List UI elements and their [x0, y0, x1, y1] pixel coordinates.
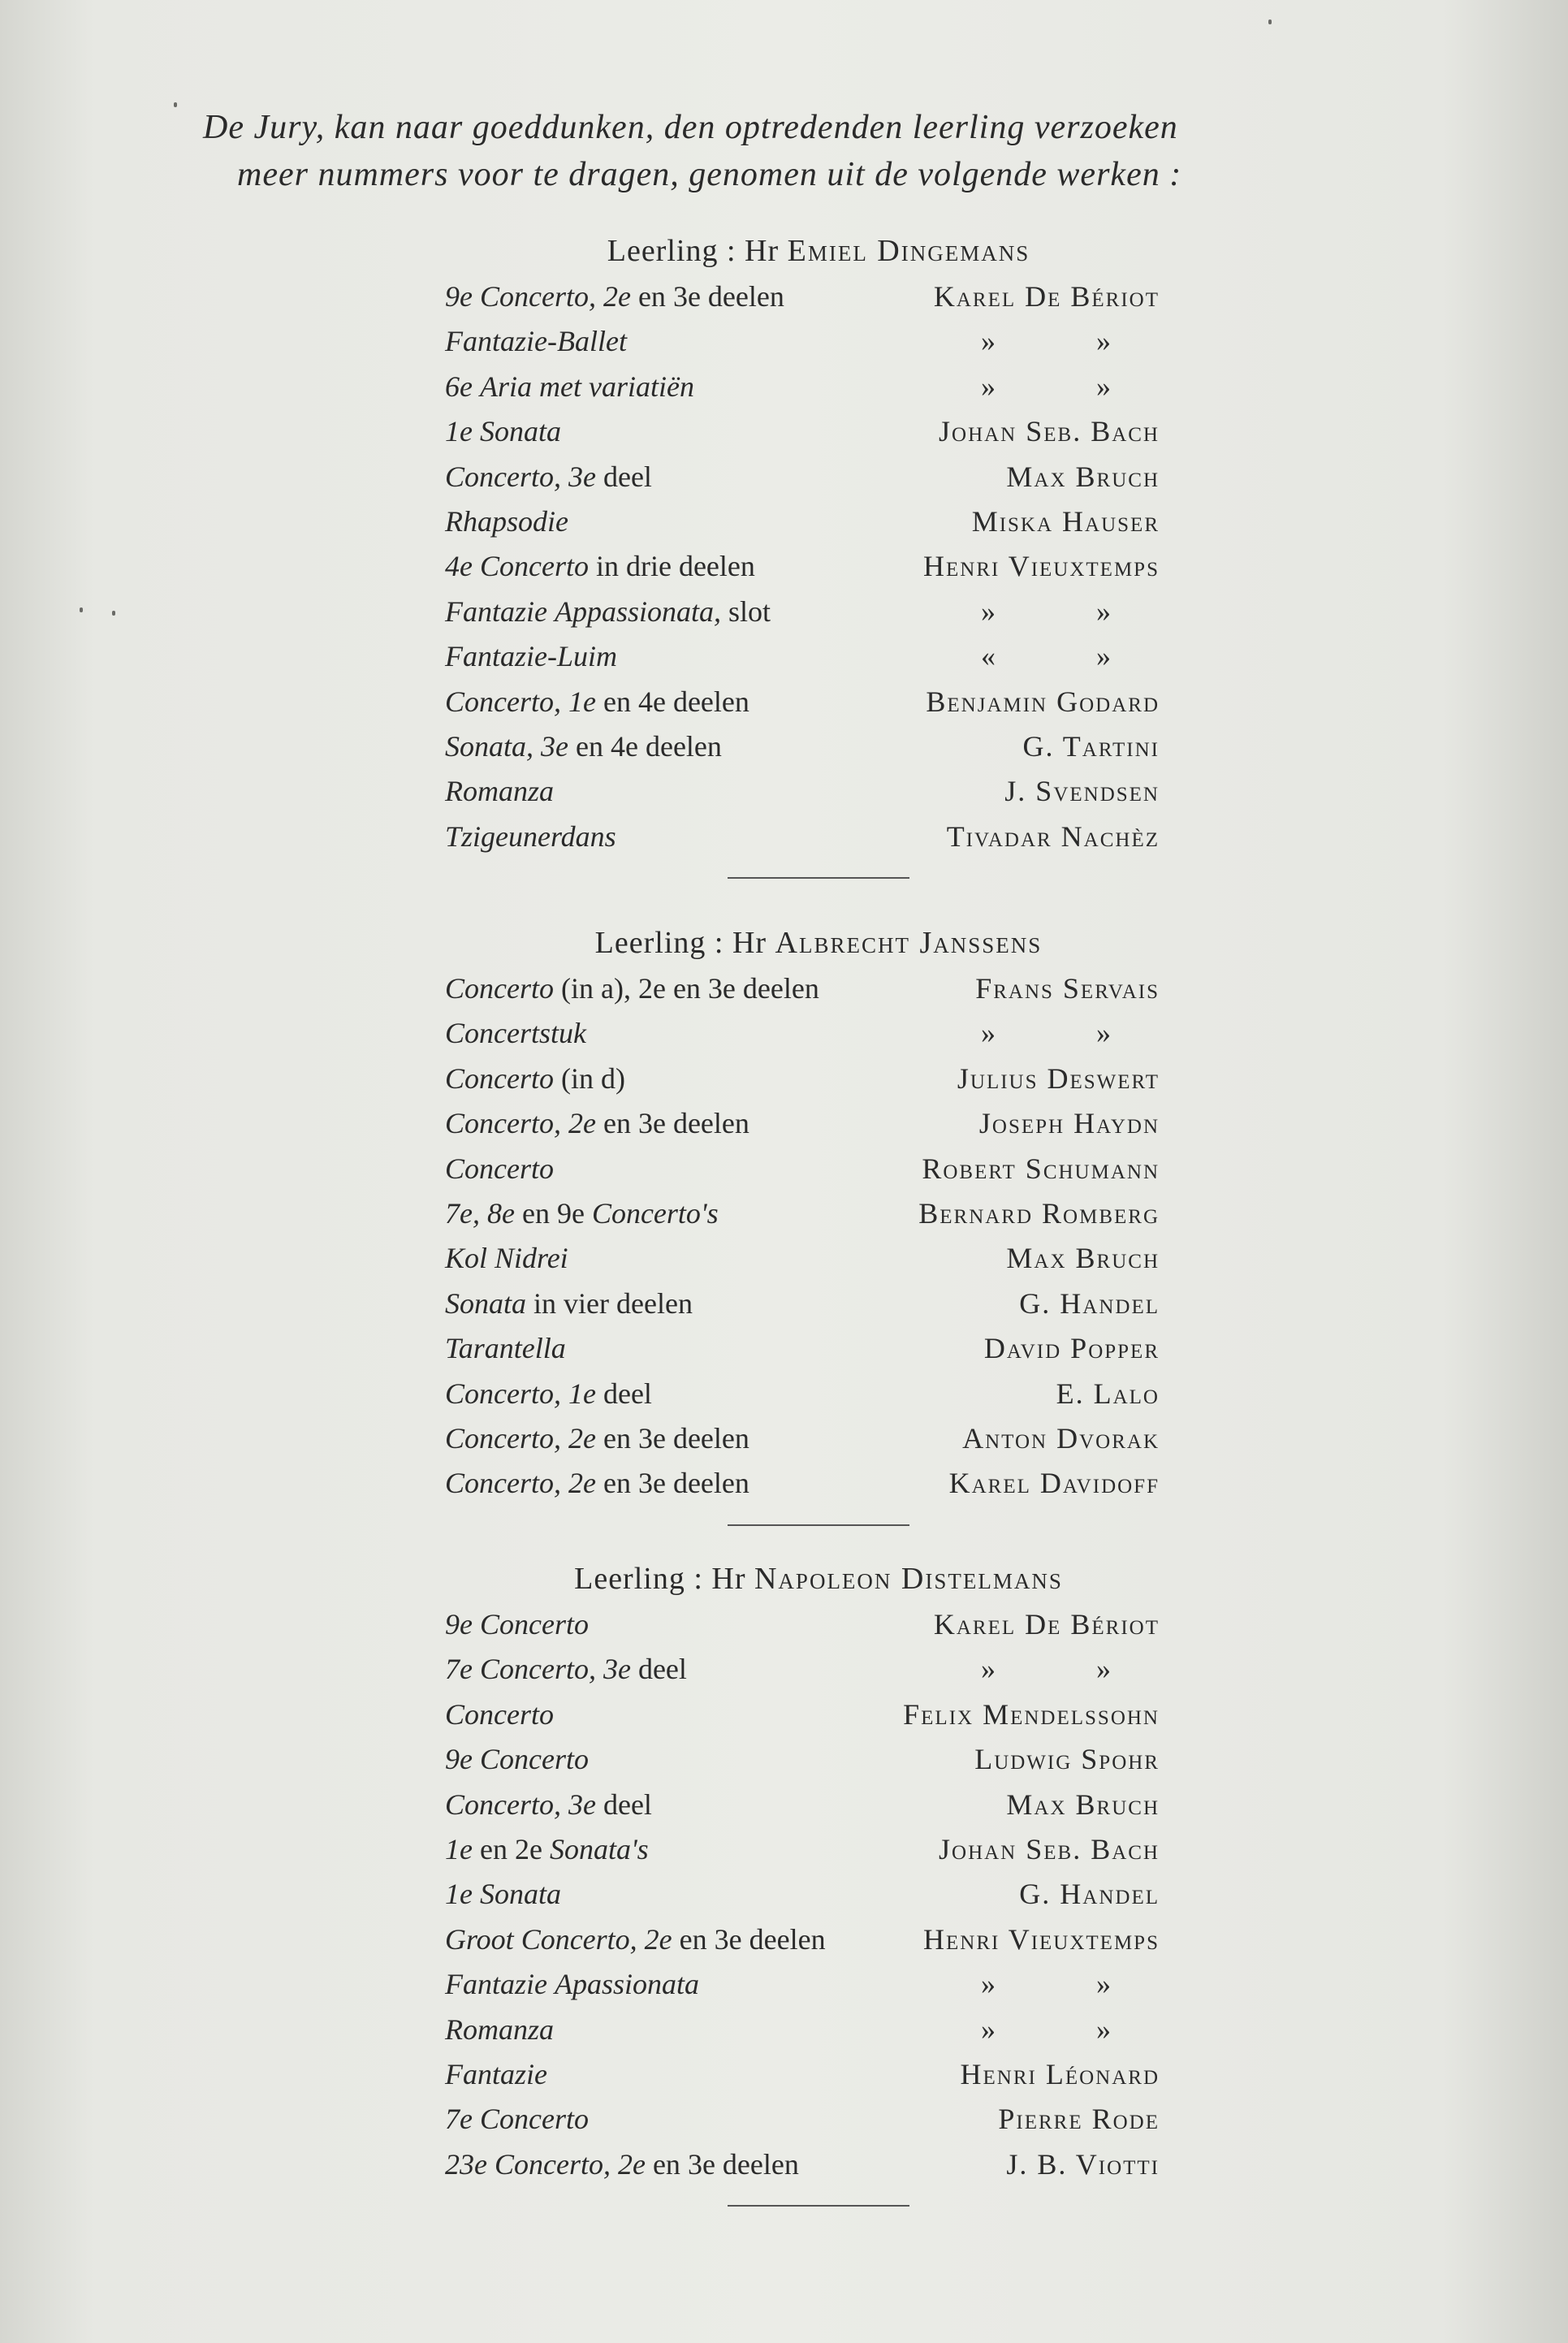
- work-title: 7e, 8e en 9e Concerto's: [445, 1196, 719, 1230]
- work-row: [445, 1737, 1160, 1782]
- page-speck: [80, 607, 83, 612]
- work-title: 1e en 2e Sonata's: [445, 1832, 649, 1865]
- section-divider: [728, 2205, 909, 2207]
- work-title: Sonata in vier deelen: [445, 1286, 693, 1320]
- composer-name: Max Bruch: [1006, 1242, 1160, 1275]
- work-row: [445, 1461, 1160, 1506]
- work-title: Concerto (in a), 2e en 3e deelen: [445, 972, 819, 1005]
- composer-name: Johan Seb. Bach: [939, 1832, 1160, 1865]
- work-row: [445, 966, 1160, 1011]
- composer-name: » »: [981, 2012, 1111, 2046]
- work-title: Fantazie: [445, 2057, 547, 2090]
- composer-name: » »: [981, 1017, 1111, 1050]
- work-title: Concerto, 2e en 3e deelen: [445, 1421, 749, 1455]
- work-row: [445, 724, 1160, 769]
- composer-name: Johan Seb. Bach: [939, 415, 1160, 448]
- work-title: Romanza: [445, 775, 554, 808]
- composer-name: Max Bruch: [1006, 1788, 1160, 1821]
- composer-name: Miska Hauser: [971, 504, 1160, 538]
- work-row: [445, 1602, 1160, 1647]
- composer-name: E. Lalo: [1056, 1377, 1160, 1410]
- work-title: Groot Concerto, 2e en 3e deelen: [445, 1922, 826, 1956]
- work-row: [445, 1917, 1160, 1962]
- work-title: 9e Concerto: [445, 1743, 589, 1776]
- work-title: Sonata, 3e en 4e deelen: [445, 729, 722, 763]
- work-title: Fantazie-Luim: [445, 640, 617, 673]
- intro-line-1: De Jury, kan naar goeddunken, den optredenden leerling verzoeken: [203, 109, 1178, 146]
- page-speck: [112, 611, 115, 616]
- work-row: [445, 2008, 1160, 2052]
- composer-name: Henri Vieuxtemps: [923, 1922, 1160, 1956]
- work-row: [445, 1236, 1160, 1281]
- composer-name: Karel Davidoff: [948, 1467, 1160, 1500]
- composer-name: Ludwig Spohr: [974, 1743, 1160, 1776]
- student-section: [445, 919, 1160, 1544]
- composer-name: Felix Mendelssohn: [903, 1697, 1160, 1731]
- work-row: [445, 815, 1160, 859]
- composer-name: David Popper: [983, 1332, 1160, 1365]
- page-speck: [1268, 19, 1272, 24]
- composer-name: G. Handel: [1019, 1286, 1160, 1320]
- work-title: 23e Concerto, 2e en 3e deelen: [445, 2147, 799, 2181]
- composer-name: Max Bruch: [1006, 460, 1160, 493]
- work-title: Fantazie-Ballet: [445, 325, 627, 358]
- student-heading: Leerling : Hr Emiel Dingemans: [607, 234, 1030, 268]
- composer-name: » »: [981, 325, 1111, 358]
- composer-name: G. Tartini: [1022, 729, 1160, 763]
- work-row: [445, 365, 1160, 409]
- work-row: [445, 590, 1160, 634]
- composer-name: Pierre Rode: [998, 2103, 1160, 2136]
- work-title: Concerto, 2e en 3e deelen: [445, 1467, 749, 1500]
- work-title: 9e Concerto, 2e en 3e deelen: [445, 280, 784, 313]
- composer-name: J. B. Viotti: [1006, 2147, 1160, 2181]
- work-title: Concerto, 3e deel: [445, 1788, 652, 1821]
- work-row: [445, 409, 1160, 454]
- work-row: [445, 1647, 1160, 1692]
- work-title: Concerto, 1e en 4e deelen: [445, 685, 749, 718]
- composer-name: Karel De Bériot: [933, 1608, 1160, 1641]
- work-row: [445, 1783, 1160, 1827]
- student-section: [445, 227, 1160, 897]
- composer-name: « »: [981, 640, 1111, 673]
- work-title: 6e Aria met variatiën: [445, 370, 694, 403]
- composer-name: » »: [981, 1653, 1111, 1686]
- work-row: [445, 1282, 1160, 1326]
- work-title: Concerto, 3e deel: [445, 460, 652, 493]
- work-title: Concerto, 1e deel: [445, 1377, 652, 1410]
- work-row: [445, 1872, 1160, 1917]
- work-row: [445, 1101, 1160, 1146]
- composer-name: Bernard Romberg: [918, 1196, 1160, 1230]
- composer-name: » »: [981, 1968, 1111, 2001]
- composer-name: Anton Dvorak: [962, 1421, 1160, 1455]
- student-name: Napoleon Distelmans: [754, 1562, 1063, 1596]
- section-divider: [728, 877, 909, 879]
- work-row: [445, 1057, 1160, 1101]
- work-row: [445, 634, 1160, 679]
- work-row: [445, 1692, 1160, 1737]
- work-row: [445, 1326, 1160, 1371]
- section-divider: [728, 1524, 909, 1526]
- work-title: 1e Sonata: [445, 1878, 561, 1911]
- work-title: 4e Concerto in drie deelen: [445, 550, 755, 583]
- work-row: [445, 1011, 1160, 1056]
- work-row: [445, 544, 1160, 589]
- composer-name: Julius Deswert: [957, 1061, 1160, 1095]
- composer-name: Benjamin Godard: [926, 685, 1160, 718]
- work-row: [445, 499, 1160, 544]
- student-heading: Leerling : Hr Napoleon Distelmans: [574, 1562, 1063, 1596]
- composer-name: G. Handel: [1019, 1878, 1160, 1911]
- work-title: Concerto: [445, 1152, 554, 1185]
- student-name: Emiel Dingemans: [787, 234, 1030, 268]
- composer-name: J. Svendsen: [1004, 775, 1160, 808]
- work-row: [445, 275, 1160, 319]
- page-speck: [174, 102, 177, 107]
- work-row: [445, 1191, 1160, 1236]
- work-row: [445, 2097, 1160, 2142]
- composer-name: Henri Vieuxtemps: [923, 550, 1160, 583]
- composer-name: Robert Schumann: [922, 1152, 1160, 1185]
- composer-name: Frans Servais: [975, 972, 1160, 1005]
- composer-name: Henri Léonard: [960, 2057, 1160, 2090]
- work-title: Concerto, 2e en 3e deelen: [445, 1107, 749, 1140]
- work-row: [445, 319, 1160, 364]
- work-title: Tzigeunerdans: [445, 819, 616, 853]
- work-title: Rhapsodie: [445, 504, 568, 538]
- student-name: Albrecht Janssens: [775, 926, 1043, 960]
- work-row: [445, 1962, 1160, 2007]
- work-title: Concertstuk: [445, 1017, 586, 1050]
- work-row: [445, 1372, 1160, 1416]
- composer-name: Karel De Bériot: [933, 280, 1160, 313]
- work-title: Fantazie Appassionata, slot: [445, 594, 771, 628]
- work-title: Fantazie Apassionata: [445, 1968, 699, 2001]
- work-title: Tarantella: [445, 1332, 566, 1365]
- work-row: [445, 769, 1160, 814]
- work-row: [445, 680, 1160, 724]
- work-title: Romanza: [445, 2012, 554, 2046]
- work-title: 7e Concerto, 3e deel: [445, 1653, 687, 1686]
- work-row: [445, 2052, 1160, 2097]
- work-row: [445, 1416, 1160, 1461]
- work-title: Kol Nidrei: [445, 1242, 568, 1275]
- work-title: 1e Sonata: [445, 415, 561, 448]
- student-section: [445, 1555, 1160, 2224]
- jury-intro: [203, 104, 1421, 198]
- composer-name: » »: [981, 370, 1111, 403]
- composer-name: Tivadar Nachèz: [946, 819, 1160, 853]
- student-heading: Leerling : Hr Albrecht Janssens: [594, 926, 1043, 960]
- composer-name: » »: [981, 594, 1111, 628]
- intro-line-2: meer nummers voor te dragen, genomen uit de volgende werken :: [237, 156, 1182, 193]
- work-row: [445, 455, 1160, 499]
- work-row: [445, 2142, 1160, 2187]
- work-title: Concerto: [445, 1697, 554, 1731]
- work-row: [445, 1147, 1160, 1191]
- work-title: 7e Concerto: [445, 2103, 589, 2136]
- work-row: [445, 1827, 1160, 1872]
- composer-name: Joseph Haydn: [978, 1107, 1160, 1140]
- work-title: Concerto (in d): [445, 1061, 625, 1095]
- work-title: 9e Concerto: [445, 1608, 589, 1641]
